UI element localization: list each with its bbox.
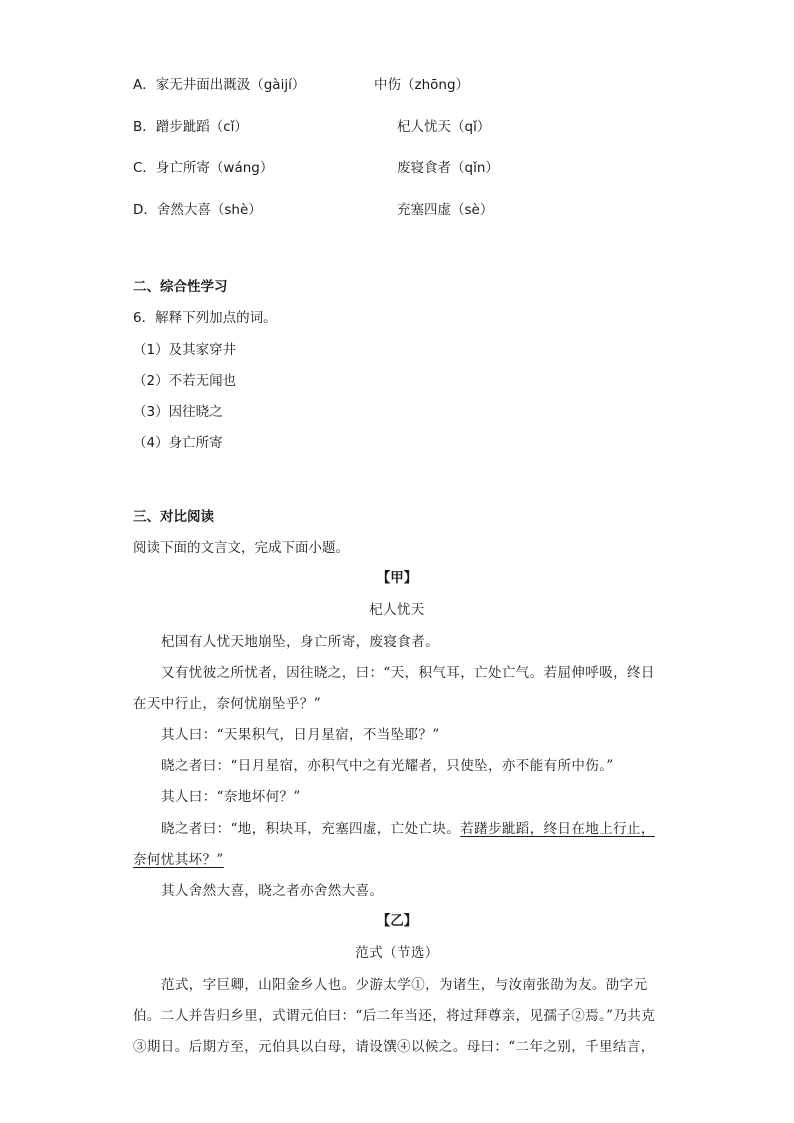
option-a-right: 中伤（zhōng） (374, 77, 470, 93)
jia-line-1: 杞国有人忧天地崩坠，身亡所寄，废寝食者。 (161, 634, 439, 650)
jia-line-6: 其人曰：“奈地坏何？” (161, 789, 301, 805)
item-3: （3）因往晓之 (133, 404, 223, 420)
item-4: （4）身亡所寄 (133, 435, 223, 451)
option-b-left: B．蹭步跐蹈（cǐ） (133, 119, 248, 135)
jia-title: 杞人忧天 (369, 602, 425, 618)
yi-line-3: ③期日。后期方至，元伯具以白母，请设馔④以候之。母曰：“二年之别，千里结言， (133, 1039, 655, 1055)
jia-line-2: 又有忧彼之所忧者，因往晓之，曰：“天，积气耳，亡处亡气。若屈伸呼吸，终日 (161, 665, 655, 681)
jia-line-8: 其人舍然大喜，晓之者亦舍然大喜。 (161, 883, 384, 899)
reading-instruction: 阅读下面的文言文，完成下面小题。 (133, 540, 349, 556)
question-6: 6．解释下列加点的词。 (133, 310, 277, 326)
option-d-right: 充塞四虚（sè） (397, 202, 494, 218)
jia-marker: 【甲】 (376, 570, 418, 586)
jia-line-3: 在天中行止，奈何忧崩坠乎？” (133, 696, 322, 712)
jia-line-5: 晓之者曰：“日月星宿，亦积气中之有光耀者，只使坠，亦不能有所中伤。” (161, 758, 614, 774)
jia-line-4: 其人曰：“天果积气，日月星宿，不当坠耶？” (161, 727, 440, 743)
yi-line-2: 伯。二人并告归乡里，式谓元伯曰：“后二年当还，将过拜尊亲，见孺子②焉。”乃共克 (133, 1008, 656, 1024)
yi-line-1: 范式，字巨卿，山阳金乡人也。少游太学①，为诸生，与汝南张劭为友。劭字元 (161, 977, 648, 993)
underlined-sentence-part-2: 奈何忧其坏？” (133, 852, 224, 868)
section3-heading: 三、对比阅读 (133, 509, 214, 525)
yi-marker: 【乙】 (376, 913, 418, 929)
yi-title: 范式（节选） (355, 945, 439, 961)
section2-heading: 二、综合性学习 (133, 279, 228, 295)
underlined-sentence-part-1: 若躇步跐蹈，终日在地上行止， (460, 821, 655, 837)
item-1: （1）及其家穿井 (133, 342, 237, 358)
jia-line-7 (161, 817, 655, 837)
option-c-left: C．身亡所寄（wáng） (133, 160, 274, 176)
item-2: （2）不若无闻也 (133, 373, 237, 389)
option-b-right: 杞人忧天（qǐ） (397, 119, 491, 135)
jia-line-7-text: 晓之者曰：“地，积块耳，充塞四虚，亡处亡块。 (161, 821, 461, 837)
option-c-right: 废寝食者（qǐn） (397, 160, 499, 176)
option-d-left: D．舍然大喜（shè） (133, 202, 262, 218)
option-a-left: A．家无井面出溉汲（gàijí） (133, 77, 306, 93)
